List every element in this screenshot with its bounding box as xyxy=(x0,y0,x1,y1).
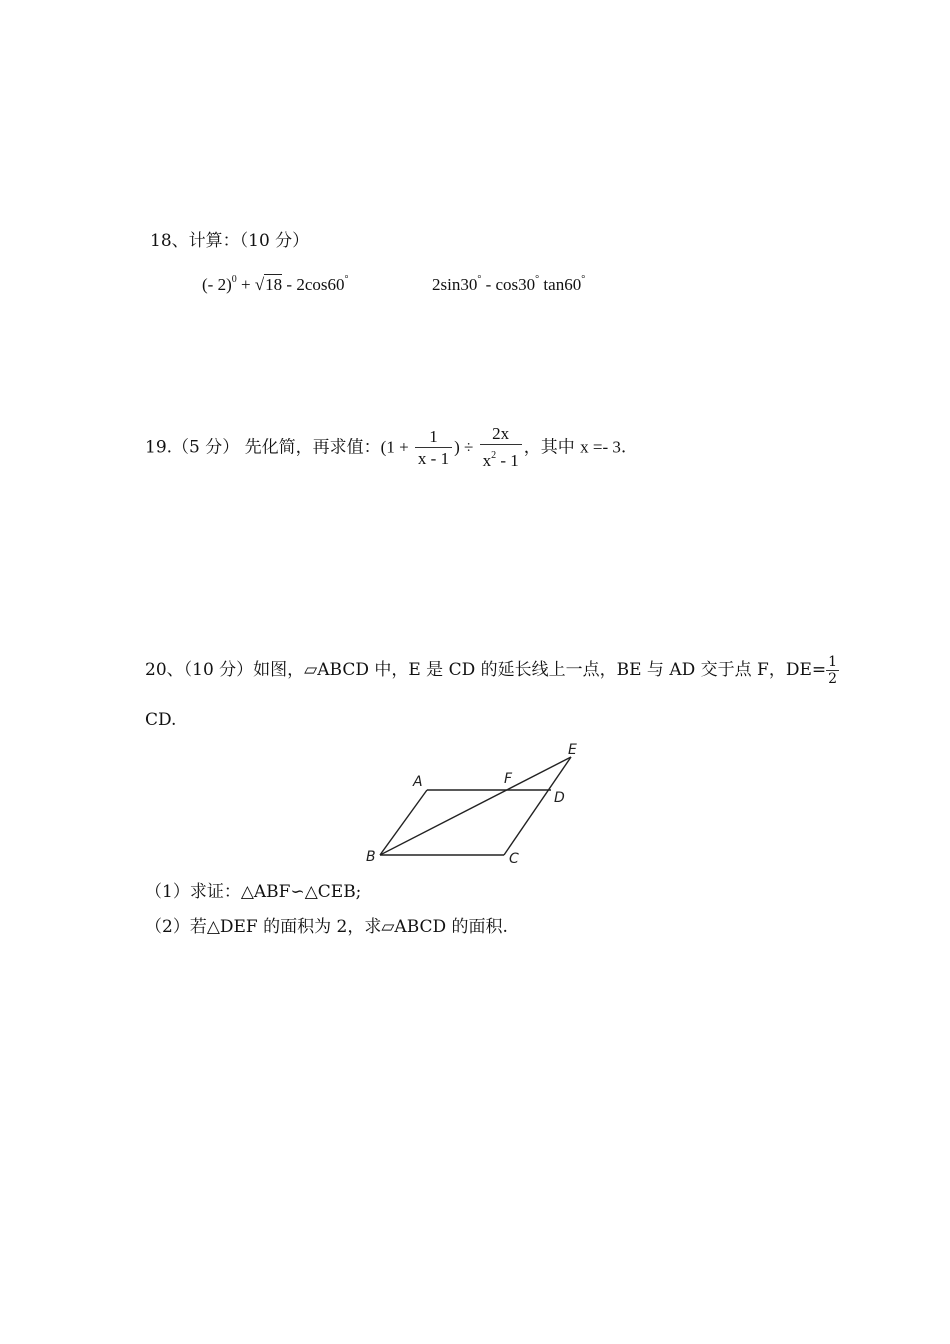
frac1-denominator: x - 1 xyxy=(415,447,452,470)
expr2-degree-2: ° xyxy=(535,274,540,285)
q20-part-2: （2）若△DEF 的面积为 2，求▱ABCD 的面积. xyxy=(145,917,508,937)
expr2-degree-3: ° xyxy=(581,274,586,285)
label-f: F xyxy=(504,771,513,787)
frac1-numerator: 1 xyxy=(429,426,438,446)
frac2-denominator xyxy=(480,444,522,472)
q19-suffix: ，其中 xyxy=(523,437,581,458)
q20-text: 20、（10 分）如图，▱ABCD 中，E 是 CD 的延长线上一点，BE 与 AD 交于点 F，DE= xyxy=(145,660,827,680)
side-ce xyxy=(504,757,571,855)
expr2-part-c: tan60 xyxy=(539,275,582,294)
label-e: E xyxy=(568,742,577,758)
q19-close-div: ) ÷ xyxy=(454,437,478,457)
q20-part-1: （1）求证：△ABF∽△CEB; xyxy=(145,882,362,902)
frac2-numerator: 2x xyxy=(492,424,510,443)
expr2-part-b: - cos30 xyxy=(481,275,536,294)
side-ab xyxy=(380,790,427,855)
q19-prefix: 19.（5 分） 先化简，再求值： xyxy=(145,437,381,458)
sqrt-sign: √ xyxy=(254,275,265,294)
q20-frac-numerator: 1 xyxy=(828,654,838,670)
expr1-part-b: + xyxy=(236,275,255,294)
parallelogram-figure xyxy=(360,740,590,870)
expr2-degree-1: ° xyxy=(477,274,482,285)
q20-frac-denominator: 2 xyxy=(828,671,838,687)
q19-condition: x =- 3 xyxy=(580,437,621,457)
q18-expression-1 xyxy=(202,274,349,295)
q18-expression-2 xyxy=(432,274,585,295)
frac2-den-rest: - 1 xyxy=(496,451,519,470)
label-d: D xyxy=(554,790,565,806)
segment-be xyxy=(380,757,571,855)
radicand: 18 xyxy=(265,275,283,294)
q20-line-1 xyxy=(145,654,839,687)
expr1-exponent: 0 xyxy=(231,274,237,285)
q19-fraction-2 xyxy=(480,424,522,472)
q19-line xyxy=(145,424,626,472)
frac2-den-exp: 2 xyxy=(491,450,497,461)
q18-title: 18、计算：（10 分） xyxy=(150,231,310,251)
expr1-part-a: (- 2) xyxy=(202,275,232,294)
q19-end: . xyxy=(620,437,627,458)
q20-fraction xyxy=(826,654,839,687)
q20-line-2: CD. xyxy=(145,710,177,730)
label-c: C xyxy=(509,851,519,867)
label-a: A xyxy=(413,774,423,790)
label-b: B xyxy=(366,849,376,865)
expr2-part-a: 2sin30 xyxy=(432,275,478,294)
q19-open: (1 + xyxy=(380,437,413,457)
expr1-degree: ° xyxy=(344,274,349,285)
expr1-part-c: - 2cos60 xyxy=(282,275,345,294)
frac2-den-base: x xyxy=(482,451,492,470)
q19-fraction-1 xyxy=(415,427,452,470)
